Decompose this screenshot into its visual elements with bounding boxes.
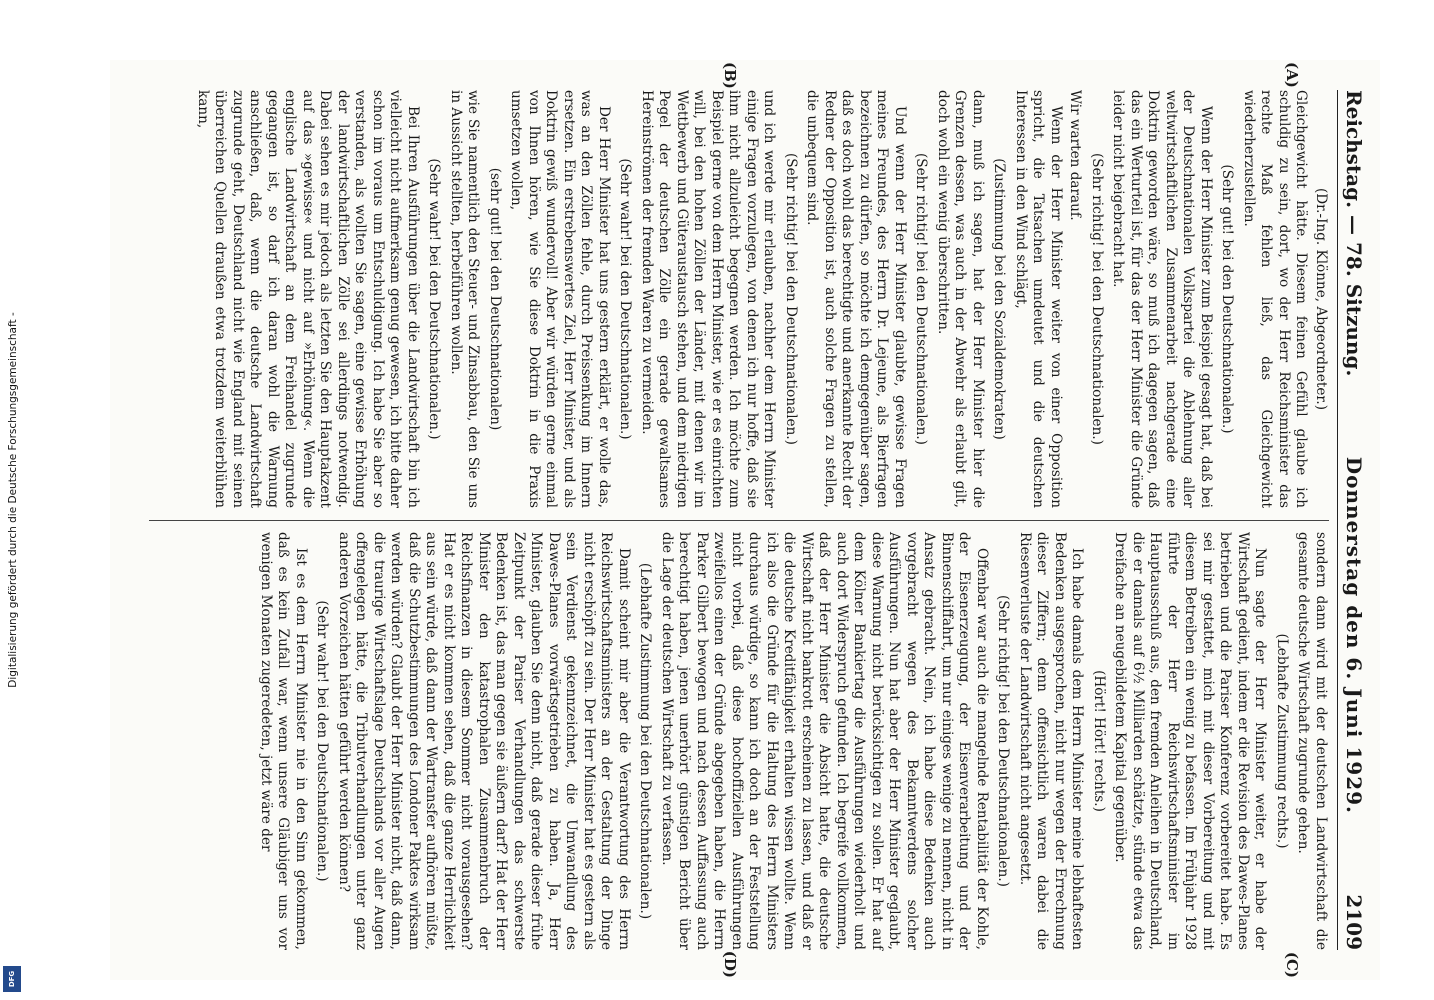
paragraph: Ist es dem Herrn Minister nie in den Sinn gekommen, daß es kein Zufall war, wenn unsere Gläubiger uns vor wenigen Monaten zugeredeten, jetzt wäre der (258, 532, 309, 950)
scanned-page (110, 60, 1380, 980)
interjection: (Zustimmung bei den Sozialdemokraten) (991, 158, 1008, 440)
paragraph: dann, muß ich sagen, hat der Herr Minister hier die Grenzen dessen, was auch in der Abwehr als erlaubt gilt, doch wohl ein wenig überschritten. (935, 90, 986, 508)
column-divider (149, 520, 1329, 521)
side-strip (0, 0, 26, 1000)
paragraph: Damit scheint mir aber die Verantwortung des Herrn Reichswirtschaftsministers an der Gestaltung der Dinge nicht erschöpft zu sein. Der Herr Minister hat es gestern als sein Verdienst gekennzeichnet, die Umwandlung des Dawes-Planes vorwärtsgetrieben zu haben. Ja, Herr Minister, glauben Sie denn nicht, daß gerade dieser frühe Zeitpunkt der Pariser Verhandlungen das schwerste Bedenken ist, das man gegen sie äußern darf? Hat der Herr Minister den katastrophalen Zusammenbruch der Reichsfinanzen in diesem Sommer nicht vorausgesehen? Hat er es nicht kommen sehen, daß die ganze Herrlichkeit aus sein würde, daß dann der Wartransfer aufhören müßte, daß die Schutzbestimmungen des Londoner Paktes wirksam werden würden? Glaubt der Herr Minister nicht, daß dann, die traurige Wirtschaftslage Deutschlands vor aller Augen offengelegen hätte, die Tributverhandlungen unter ganz anderen Vorzeichen hätten geführt werden können? (336, 532, 632, 950)
margin-mark-a: (A) (1283, 62, 1301, 88)
paragraph: Und wenn der Herr Minister glaubte, gewisse Fragen meines Freundes, des Herrn Dr. Lejeune, als Bierfragen bezeichnen zu dürfen, so möchte ich demgegenüber sagen, daß es doch wohl das berechtigte und anerkannte Recht der Redner der Opposition ist, auch solche Fragen zu stellen, die unbequem sind. (804, 90, 908, 508)
interjection: (sehr gut! bei den Deutschnationalen) (487, 167, 503, 431)
header-left: Reichstag. — 78. Sitzung. (1342, 90, 1366, 377)
paragraph: Offenbar war auch die mangelnde Rentabilität der Kohle, der Eisenerzeugung, der Eisenverarbeitung und der Binnenschiffahrt, um nur einiges wenige zu nennen, nicht in Ansatz gebracht. Nein, ich habe diese Bedenken auch vorgebracht wegen des Bekanntwerdens solcher Ausführungen. Nun hat aber der Herr Minister geglaubt, diese Warnung nicht berücksichtigen zu sollen. Er hat auf dem Kölner Bankiertag die Ausführungen wiederholt und auch dort Widerspruch gefunden. Ich begreife vollkommen, daß der Herr Minister die Absicht hatte, die deutsche Wirtschaft nicht bankrott erscheinen zu lassen, und daß er die deutsche Kreditfähigkeit erhalten wissen wollte. Wenn ich also die Gründe für die Haltung des Herrn Ministers durchaus würdige, so kann ich doch an der Feststellung nicht vorbei, daß diese hochoffiziellen Ausführungen zweifellos einen der Gründe abgegeben haben, die Herrn Parker Gilbert bewogen und nach dessen Auffassung auch berechtigt haben, jenen unerhört günstigen Bericht über die Lage der deutschen Wirtschaft zu verfassen. (659, 532, 990, 950)
page-content (110, 60, 1380, 980)
interjection: (Sehr richtig! bei den Deutschnationalen.) (1089, 153, 1105, 445)
digitization-note: Digitalisierung gefördert durch die Deutsche Forschungsgemeinschaft - (7, 312, 19, 688)
page-number: 2109 (1342, 894, 1366, 950)
text-columns (149, 62, 1329, 978)
dfg-logo-text: DFG (8, 970, 16, 988)
margin-mark-d: (D) (721, 950, 739, 978)
dfg-logo (3, 966, 21, 992)
page-header (1337, 90, 1366, 950)
interjection: (Sehr richtig! bei den Deutschnationalen.) (783, 153, 799, 445)
interjection: (Lebhafte Zustimmung rechts.) (1274, 633, 1290, 849)
paragraph: sondern dann wird mit der deutschen Landwirtschaft die gesamte deutsche Wirtschaft zugrunde gehen. (1295, 532, 1329, 950)
interjection: (Sehr wahr! bei den Deutschnationalen.) (426, 158, 443, 440)
interjection: (Sehr wahr! bei den Deutschnationalen.) (314, 600, 331, 882)
paragraph: Der Herr Minister hat uns gestern erklärt, er wolle das, was an den Zöllen fehle, durch Preissenkung im Innern ersetzen. Ein erstrebenswertes Ziel, Herr Minister, und als Doktrin gewiß wundervoll! Aber wir würden gerne einmal von Ihnen hören, wie Sie diese Doktrin in die Praxis umsetzen wollen, (508, 90, 612, 508)
paragraph: Wenn der Herr Minister weiter von einer Opposition spricht, die Tatsachen umdeutet und die deutschen Interessen in den Wind schlägt, (1013, 90, 1064, 508)
interjection: (Sehr wahr! bei den Deutschnationalen.) (617, 158, 634, 440)
left-column (149, 90, 1329, 508)
paragraph: wie Sie namentlich den Steuer- und Zinsabbau, den Sie uns in Aussicht stellten, herbeiführen wollen. (448, 90, 482, 508)
paragraph: Wenn der Herr Minister zum Beispiel gesagt hat, daß bei der Deutschnationalen Volkspartei die Ablehnung aller weltwirtschaftlichen Zusammenarbeit nachgerade eine Doktrin geworden wäre, so muß ich dagegen sagen, daß das ein Werturteil ist, für das der Herr Minister die Gründe leider nicht beigebracht hat. (1110, 90, 1214, 508)
speaker-line: (Dr.-Ing. Klönne, Abgeordneter.) (1313, 187, 1329, 411)
paragraph: und ich werde mir erlauben, nachher dem Herrn Minister einige Fragen vorzulegen, von denen ich nur hoffe, daß sie ihm nicht allzuleicht begegnen werden. Ich möchte zum Beispiel gerne von dem Herrn Minister, wie er es einrichten will, bei den hohen Zöllen der Länder, mit denen wir im Wettbewerb und Güteraustausch stehen, und dem niedrigen Pegel der deutschen Zölle ein gerade gewaltsames Hereinströmen der fremden Waren zu vermeiden. (639, 90, 778, 508)
paragraph: Ich habe damals dem Herrn Minister meine lebhaftesten Bedenken ausgesprochen, nicht nur wegen der Errechnung dieser Ziffern; denn offensichtlich waren dabei die Riesenverluste der Landwirtschaft nicht angesetzt. (1017, 532, 1086, 950)
interjection: (Lebhafte Zustimmung bei den Deutschnationalen.) (637, 562, 654, 920)
paragraph: Bei Ihren Ausführungen über die Landwirtschaft bin ich vielleicht nicht aufmerksam genug gewesen, ich bitte daher schon im voraus um Entschuldigung. Ich habe Sie aber so verstanden, als wollten Sie sagen, eine gewisse Erhöhung der landwirtschaftlichen Zölle sei allerdings notwendig. Dabei sehen es mir jedoch als letzten Sie den Hauptakzent auf das »gewisse« und nicht auf »Erhöhung«. Wenn die englische Landwirtschaft an dem Freihandel zugrunde gegangen ist, so darf ich daran wohl die Warnung anschließen, daß, wenn die deutsche Landwirtschaft zugrunde geht, Deutschland nicht wie England mit seinen überreichen Quellen draußen etwa trotzdem weiterblühen kann, (195, 90, 421, 508)
margin-mark-b: (B) (721, 62, 739, 89)
right-column (149, 532, 1329, 950)
paragraph: Wir warten darauf. (1067, 90, 1084, 221)
interjection: (Sehr richtig! bei den Deutschnationalen.) (995, 595, 1012, 887)
interjection: (Hört! Hört! rechts.) (1091, 670, 1107, 812)
paragraph: Nun sagte der Herr Minister weiter, er habe der Wirtschaft gedient, indem er die Revision des Dawes-Planes betrieben und die Pariser Konferenz vorbereitet habe. Es sei mir gestattet, mich mit dieser Vorbereitung und mit diesem Betreiben ein wenig zu befassen. Im Frühjahr 1928 führte der Herr Reichswirtschaftsminister im Hauptausschuß aus, den fremden Anleihen in Deutschland, die er damals auf 6½ Milliarden schätzte, stünde etwa das Dreifache an neugebildetem Kapital gegenüber. (1112, 532, 1269, 950)
interjection: (Sehr gut! bei den Deutschnationalen.) (1219, 164, 1236, 434)
paragraph: Gleichgewicht hätte. Diesem feinen Gefühl glaube ich schuldig zu sein, dort, wo der Herr Reichsminister das rechte Maß fehlen ließ, das Gleichgewicht wiederherzustellen. (1241, 90, 1310, 508)
margin-mark-c: (C) (1283, 951, 1301, 978)
header-date: Donnerstag den 6. Juni 1929. (1342, 456, 1366, 814)
interjection: (Sehr richtig! bei den Deutschnationalen.) (913, 153, 930, 445)
